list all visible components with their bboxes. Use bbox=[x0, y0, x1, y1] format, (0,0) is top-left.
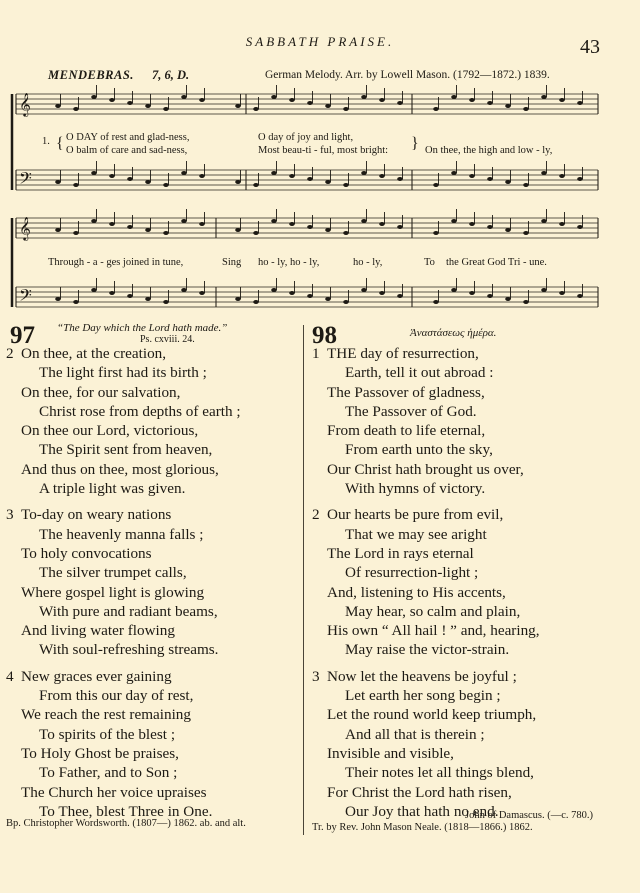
hymn-line bbox=[6, 563, 241, 582]
hymn-line-text: Of resurrection-light ; bbox=[345, 564, 479, 582]
hymn-line-text: Christ rose from depths of earth ; bbox=[39, 402, 241, 420]
hymn-line-text: Earth, tell it out abroad : bbox=[345, 364, 494, 382]
hymn-line bbox=[6, 383, 241, 402]
svg-text:𝄢: 𝄢 bbox=[19, 168, 32, 192]
hymn-line-text: Let the round world keep triumph, bbox=[327, 706, 537, 724]
lyric-brace-left: { bbox=[56, 135, 64, 152]
hymn-line bbox=[6, 460, 241, 479]
hymn-line bbox=[6, 705, 241, 724]
hymn-line-text: To Thee, blest Three in One. bbox=[39, 802, 213, 820]
hymn-line-text: The Church her voice upraises bbox=[21, 783, 207, 801]
hymn-line-text: And, listening to His accents, bbox=[327, 583, 506, 601]
lyric-line-a1: O DAY of rest and glad-ness, bbox=[66, 132, 190, 143]
hymn-line bbox=[6, 344, 241, 363]
hymn-line-text: And all that is therein ; bbox=[345, 725, 485, 743]
hymn-line-text: Invisible and visible, bbox=[327, 744, 454, 762]
hymn-line bbox=[312, 525, 540, 544]
hymn-97-text bbox=[6, 344, 241, 821]
svg-text:𝄞: 𝄞 bbox=[19, 216, 31, 240]
lyric-line-a2: O day of joy and light, bbox=[258, 132, 354, 143]
hymn-line bbox=[312, 621, 540, 640]
hymn-line bbox=[6, 763, 241, 782]
stanza-number: 3 bbox=[312, 667, 320, 685]
hymn-97-attribution: Bp. Christopher Wordsworth. (1807—) 1862. ab. and alt. bbox=[6, 818, 246, 829]
stanza-number: 4 bbox=[6, 667, 14, 685]
hymn-line bbox=[312, 583, 540, 602]
hymn-line bbox=[312, 440, 540, 459]
hymn-line-text: Our hearts be pure from evil, bbox=[327, 506, 504, 524]
hymn-line-text: To holy convocations bbox=[21, 544, 152, 562]
hymn-line bbox=[6, 621, 241, 640]
lyric-s2-2: Sing bbox=[222, 257, 242, 268]
hymn-line-text: And living water flowing bbox=[21, 622, 175, 640]
hymn-line bbox=[6, 363, 241, 382]
lyric-line-b1: O balm of care and sad-ness, bbox=[66, 145, 188, 156]
hymn-line bbox=[312, 602, 540, 621]
stanza-number: 2 bbox=[312, 506, 320, 524]
hymn-line bbox=[312, 783, 540, 802]
hymn-line-text: With soul-refreshing streams. bbox=[39, 641, 219, 659]
hymn-line bbox=[312, 725, 540, 744]
stanza-number: 3 bbox=[6, 506, 14, 524]
running-head: SABBATH PRAISE. bbox=[245, 34, 395, 49]
hymn-line-text: To spirits of the blest ; bbox=[39, 725, 176, 743]
hymn-line-text: Now let the heavens be joyful ; bbox=[327, 667, 517, 685]
hymn-line-text: The Passover of gladness, bbox=[327, 383, 485, 401]
hymn-line-text: To Father, and to Son ; bbox=[39, 764, 178, 782]
hymn-line bbox=[312, 640, 540, 659]
hymn-line-text: To Holy Ghost be praises, bbox=[21, 744, 179, 762]
lyric-line-c: On thee, the high and low - ly, bbox=[425, 145, 553, 156]
stanza-number: 1 bbox=[312, 345, 320, 362]
hymn-98-translator: Tr. by Rev. John Mason Neale. (1818—1866.) 1862. bbox=[312, 822, 533, 833]
hymn-line-text: On thee, at the creation, bbox=[21, 345, 167, 362]
hymn-line bbox=[312, 479, 540, 498]
hymn-line bbox=[312, 402, 540, 421]
lyric-s2-4: ho - ly, bbox=[353, 257, 383, 268]
hymn-line bbox=[312, 744, 540, 763]
hymn-line-text: The Spirit sent from heaven, bbox=[39, 441, 213, 459]
hymn-line bbox=[6, 783, 241, 802]
hymn-line-text: With hymns of victory. bbox=[345, 480, 486, 498]
hymn-line bbox=[6, 402, 241, 421]
clef-glyphs bbox=[19, 92, 32, 309]
tune-meter: 7, 6, D. bbox=[152, 68, 190, 82]
bar-lines bbox=[12, 94, 598, 307]
hymn-line-text: THE day of resurrection, bbox=[327, 345, 479, 362]
hymn-98-text bbox=[312, 344, 540, 821]
hymn-line bbox=[6, 744, 241, 763]
hymn-line-text: That we may see aright bbox=[345, 525, 487, 543]
hymn-line-text: The silver trumpet calls, bbox=[39, 564, 187, 582]
hymn-line-text: We reach the rest remaining bbox=[21, 706, 191, 724]
note-heads bbox=[55, 85, 583, 304]
hymn-line-text: From this our day of rest, bbox=[39, 687, 194, 705]
hymn-line bbox=[6, 725, 241, 744]
hymn-97-reference: Ps. cxviii. 24. bbox=[140, 334, 195, 345]
hymn-98-author: John of Damascus. (—c. 780.) bbox=[465, 810, 594, 821]
hymn-line bbox=[312, 344, 540, 363]
hymn-line-text: Their notes let all things blend, bbox=[345, 764, 534, 782]
hymn-line-text: Our Christ hath brought us over, bbox=[327, 460, 524, 478]
tune-name: MENDEBRAS. bbox=[48, 68, 134, 82]
hymn-number-98: 98 bbox=[312, 322, 337, 349]
hymn-line-text: New graces ever gaining bbox=[21, 667, 172, 685]
hymn-line-text: May hear, so calm and plain, bbox=[345, 602, 521, 620]
hymn-line bbox=[312, 363, 540, 382]
hymn-line bbox=[6, 583, 241, 602]
hymn-line-text: With pure and radiant beams, bbox=[39, 602, 218, 620]
hymn-line-text: Where gospel light is glowing bbox=[21, 583, 205, 601]
hymn-line bbox=[312, 421, 540, 440]
hymn-line bbox=[312, 460, 540, 479]
hymn-line-text: For Christ the Lord hath risen, bbox=[327, 783, 512, 801]
hymn-line-text: May raise the victor-strain. bbox=[345, 641, 510, 659]
hymn-line-text: From death to life eternal, bbox=[327, 422, 486, 440]
svg-text:𝄞: 𝄞 bbox=[19, 92, 31, 116]
hymn-line-text: The light first had its birth ; bbox=[39, 364, 207, 382]
column-divider bbox=[303, 325, 304, 835]
hymn-line bbox=[6, 686, 241, 705]
hymn-line bbox=[6, 640, 241, 659]
lyric-s2-6: the Great God Tri - une. bbox=[446, 257, 547, 268]
hymn-line-text: His own “ All hail ! ” and, hearing, bbox=[327, 622, 540, 640]
svg-text:𝄢: 𝄢 bbox=[19, 285, 32, 309]
staff-lines bbox=[16, 94, 598, 307]
page-number: 43 bbox=[580, 36, 600, 58]
hymn-line-text: Our Joy that hath no end. bbox=[345, 802, 499, 820]
stanza-number: 2 bbox=[6, 345, 14, 362]
tune-credit: German Melody. Arr. by Lowell Mason. (1792—1872.) 1839. bbox=[265, 69, 550, 81]
lyric-verse-number: 1. bbox=[42, 136, 50, 147]
hymn-98-epigraph: Ἀναστάσεως ἡμέρα. bbox=[410, 327, 497, 339]
lyric-s2-5: To bbox=[424, 257, 435, 268]
hymn-97-epigraph: “The Day which the Lord hath made.” bbox=[57, 322, 228, 334]
hymn-line-text: The Lord in rays eternal bbox=[327, 544, 474, 562]
hymn-line-text: The heavenly manna falls ; bbox=[39, 525, 204, 543]
hymn-line bbox=[6, 479, 241, 498]
hymn-line bbox=[312, 383, 540, 402]
hymn-line-text: On thee, for our salvation, bbox=[21, 383, 181, 401]
hymn-line bbox=[6, 602, 241, 621]
hymn-line bbox=[6, 440, 241, 459]
hymn-line bbox=[6, 525, 241, 544]
hymn-line-text: The Passover of God. bbox=[345, 402, 477, 420]
hymn-line-text: From earth unto the sky, bbox=[345, 441, 493, 459]
hymn-line bbox=[6, 505, 241, 524]
hymn-line bbox=[312, 763, 540, 782]
hymn-line-text: On thee our Lord, victorious, bbox=[21, 422, 199, 440]
lyric-s2-1: Through - a - ges joined in tune, bbox=[48, 257, 184, 268]
hymn-line bbox=[312, 505, 540, 524]
hymn-line bbox=[6, 544, 241, 563]
hymn-line bbox=[312, 563, 540, 582]
hymn-line-text: Let earth her song begin ; bbox=[345, 687, 501, 705]
hymn-line bbox=[312, 705, 540, 724]
lyric-brace-right: } bbox=[411, 135, 419, 152]
hymn-line-text: To-day on weary nations bbox=[21, 506, 172, 524]
hymn-line bbox=[312, 667, 540, 686]
hymn-line-text: And thus on thee, most glorious, bbox=[21, 460, 219, 478]
lyric-line-b2: Most beau-ti - ful, most bright: bbox=[258, 145, 389, 156]
hymn-line-text: A triple light was given. bbox=[39, 480, 186, 498]
lyric-s2-3: ho - ly, ho - ly, bbox=[258, 257, 320, 268]
hymn-line bbox=[312, 686, 540, 705]
hymn-line bbox=[6, 421, 241, 440]
hymn-number-97: 97 bbox=[10, 322, 35, 349]
hymn-line bbox=[6, 667, 241, 686]
hymn-line bbox=[312, 544, 540, 563]
